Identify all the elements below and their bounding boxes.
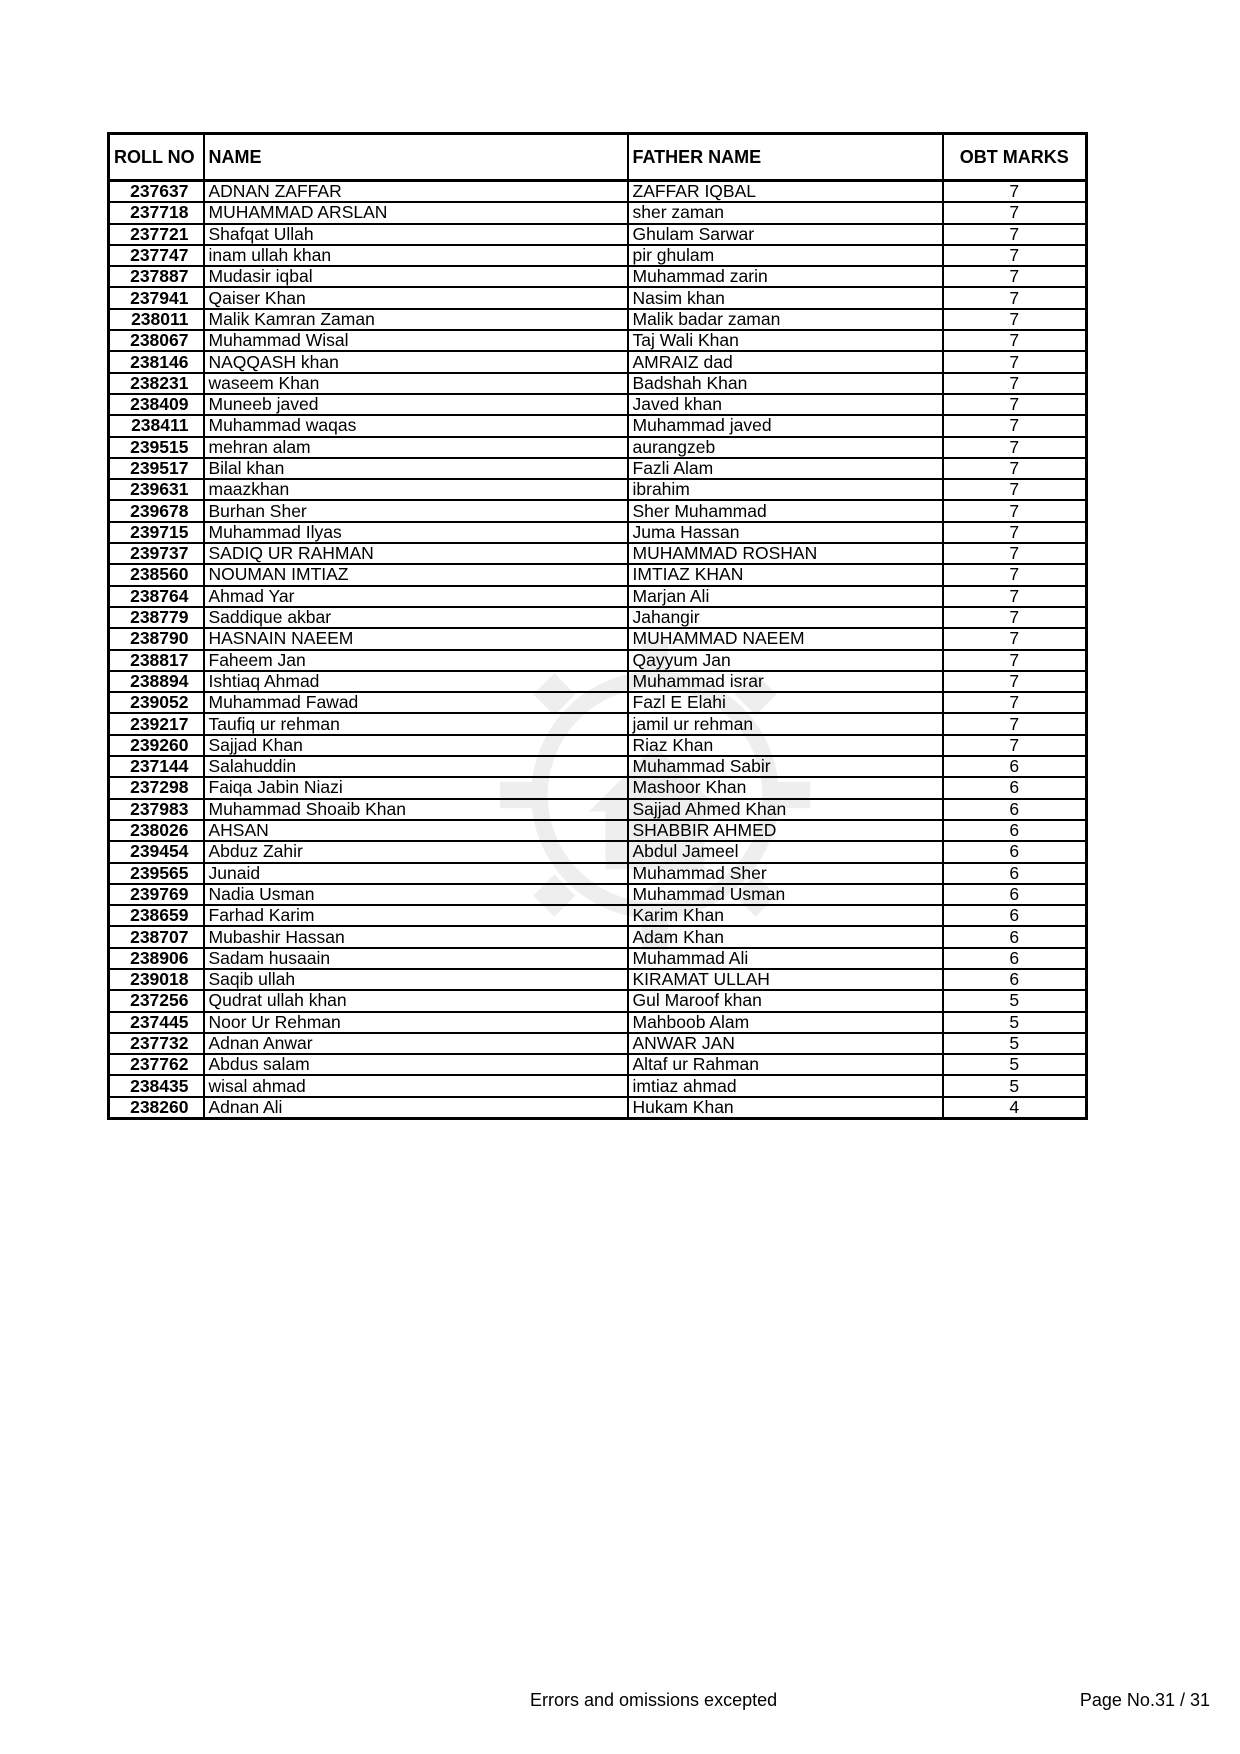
table-row (109, 1012, 1087, 1033)
name-cell: Shafqat Ullah (204, 224, 628, 245)
marks-cell: 6 (943, 884, 1087, 905)
name-cell: SADIQ UR RAHMAN (204, 543, 628, 564)
marks-cell: 7 (943, 266, 1087, 287)
name-cell: Bilal khan (204, 458, 628, 479)
father-name-cell: Muhammad javed (628, 415, 943, 436)
table-row (109, 181, 1087, 203)
name-cell: Muhammad Shoaib Khan (204, 799, 628, 820)
roll-no-cell: 237298 (109, 777, 204, 798)
marks-cell: 7 (943, 394, 1087, 415)
name-cell: HASNAIN NAEEM (204, 628, 628, 649)
father-name-cell: Javed khan (628, 394, 943, 415)
name-cell: Abduz Zahir (204, 841, 628, 862)
marks-cell: 7 (943, 479, 1087, 500)
table-row (109, 692, 1087, 713)
marks-cell: 6 (943, 905, 1087, 926)
name-cell: maazkhan (204, 479, 628, 500)
roll-no-cell: 238026 (109, 820, 204, 841)
name-cell: Muneeb javed (204, 394, 628, 415)
roll-no-cell: 237887 (109, 266, 204, 287)
father-name-cell: Muhammad Sabir (628, 756, 943, 777)
name-cell: Muhammad Wisal (204, 330, 628, 351)
roll-no-cell: 239769 (109, 884, 204, 905)
table-row (109, 1033, 1087, 1054)
roll-no-cell: 237983 (109, 799, 204, 820)
father-name-cell: Malik badar zaman (628, 309, 943, 330)
marks-cell: 6 (943, 777, 1087, 798)
table-row (109, 969, 1087, 990)
marks-cell: 6 (943, 948, 1087, 969)
father-name-cell: Gul Maroof khan (628, 990, 943, 1011)
father-name-cell: aurangzeb (628, 437, 943, 458)
name-cell: Salahuddin (204, 756, 628, 777)
table-row (109, 522, 1087, 543)
name-cell: Adnan Ali (204, 1097, 628, 1119)
roll-no-cell: 239715 (109, 522, 204, 543)
roll-no-cell: 239515 (109, 437, 204, 458)
header-obt-marks: OBT MARKS (943, 134, 1087, 181)
name-cell: Nadia Usman (204, 884, 628, 905)
father-name-cell: Adam Khan (628, 926, 943, 947)
name-cell: Faheem Jan (204, 650, 628, 671)
footer-note: Errors and omissions excepted (530, 1690, 778, 1710)
father-name-cell: Nasim khan (628, 287, 943, 308)
roll-no-cell: 238779 (109, 607, 204, 628)
roll-no-cell: 238659 (109, 905, 204, 926)
roll-no-cell: 239565 (109, 863, 204, 884)
marks-cell: 7 (943, 607, 1087, 628)
name-cell: Burhan Sher (204, 500, 628, 521)
marks-cell: 6 (943, 969, 1087, 990)
name-cell: Abdus salam (204, 1054, 628, 1075)
table-row (109, 500, 1087, 521)
marks-cell: 7 (943, 586, 1087, 607)
table-row (109, 905, 1087, 926)
name-cell: waseem Khan (204, 373, 628, 394)
name-cell: Sadam husaain (204, 948, 628, 969)
table-row (109, 415, 1087, 436)
page-number: Page No.31 / 31 (1079, 1690, 1210, 1710)
table-row (109, 202, 1087, 223)
marks-cell: 7 (943, 564, 1087, 585)
name-cell: Faiqa Jabin Niazi (204, 777, 628, 798)
marks-cell: 5 (943, 1012, 1087, 1033)
table-row (109, 266, 1087, 287)
name-cell: Qudrat ullah khan (204, 990, 628, 1011)
table-row (109, 224, 1087, 245)
table-body (109, 181, 1087, 1119)
father-name-cell: KIRAMAT ULLAH (628, 969, 943, 990)
marks-cell: 7 (943, 224, 1087, 245)
table-row (109, 479, 1087, 500)
father-name-cell: Sajjad Ahmed Khan (628, 799, 943, 820)
marks-cell: 6 (943, 820, 1087, 841)
father-name-cell: Sher Muhammad (628, 500, 943, 521)
father-name-cell: jamil ur rehman (628, 713, 943, 734)
roll-no-cell: 239454 (109, 841, 204, 862)
roll-no-cell: 237732 (109, 1033, 204, 1054)
roll-no-cell: 239052 (109, 692, 204, 713)
marks-cell: 7 (943, 671, 1087, 692)
marks-cell: 5 (943, 1075, 1087, 1096)
table-row (109, 628, 1087, 649)
name-cell: Malik Kamran Zaman (204, 309, 628, 330)
father-name-cell: Abdul Jameel (628, 841, 943, 862)
table-row (109, 309, 1087, 330)
marks-cell: 7 (943, 500, 1087, 521)
table-row (109, 458, 1087, 479)
father-name-cell: Muhammad zarin (628, 266, 943, 287)
marks-cell: 7 (943, 330, 1087, 351)
roll-no-cell: 238817 (109, 650, 204, 671)
roll-no-cell: 238409 (109, 394, 204, 415)
table-row (109, 1075, 1087, 1096)
name-cell: NOUMAN IMTIAZ (204, 564, 628, 585)
table-row (109, 884, 1087, 905)
roll-no-cell: 237144 (109, 756, 204, 777)
name-cell: Noor Ur Rehman (204, 1012, 628, 1033)
table-row (109, 713, 1087, 734)
table-row (109, 351, 1087, 372)
father-name-cell: Fazli Alam (628, 458, 943, 479)
name-cell: Mudasir iqbal (204, 266, 628, 287)
table-row (109, 990, 1087, 1011)
name-cell: MUHAMMAD ARSLAN (204, 202, 628, 223)
table-row (109, 820, 1087, 841)
marks-cell: 7 (943, 245, 1087, 266)
roll-no-cell: 238067 (109, 330, 204, 351)
table-row (109, 287, 1087, 308)
roll-no-cell: 238894 (109, 671, 204, 692)
roll-no-cell: 238435 (109, 1075, 204, 1096)
father-name-cell: ANWAR JAN (628, 1033, 943, 1054)
name-cell: Farhad Karim (204, 905, 628, 926)
marks-cell: 7 (943, 309, 1087, 330)
name-cell: Sajjad Khan (204, 735, 628, 756)
roll-no-cell: 239678 (109, 500, 204, 521)
name-cell: Muhammad Fawad (204, 692, 628, 713)
table-row (109, 948, 1087, 969)
father-name-cell: MUHAMMAD NAEEM (628, 628, 943, 649)
table-row (109, 437, 1087, 458)
table-row (109, 245, 1087, 266)
father-name-cell: Jahangir (628, 607, 943, 628)
father-name-cell: ibrahim (628, 479, 943, 500)
marks-cell: 7 (943, 650, 1087, 671)
marks-cell: 7 (943, 287, 1087, 308)
marks-cell: 5 (943, 990, 1087, 1011)
table-row (109, 1054, 1087, 1075)
father-name-cell: Ghulam Sarwar (628, 224, 943, 245)
table-row (109, 373, 1087, 394)
table-row (109, 735, 1087, 756)
father-name-cell: pir ghulam (628, 245, 943, 266)
marks-cell: 6 (943, 756, 1087, 777)
marks-cell: 5 (943, 1033, 1087, 1054)
roll-no-cell: 239018 (109, 969, 204, 990)
father-name-cell: Altaf ur Rahman (628, 1054, 943, 1075)
father-name-cell: Fazl E Elahi (628, 692, 943, 713)
roll-no-cell: 238011 (109, 309, 204, 330)
marks-cell: 6 (943, 799, 1087, 820)
table-row (109, 607, 1087, 628)
father-name-cell: Qayyum Jan (628, 650, 943, 671)
marks-cell: 7 (943, 351, 1087, 372)
header-roll-no: ROLL NO (109, 134, 204, 181)
father-name-cell: Muhammad Ali (628, 948, 943, 969)
table-row (109, 586, 1087, 607)
father-name-cell: AMRAIZ dad (628, 351, 943, 372)
table-row (109, 841, 1087, 862)
roll-no-cell: 238146 (109, 351, 204, 372)
roll-no-cell: 237718 (109, 202, 204, 223)
header-father-name: FATHER NAME (628, 134, 943, 181)
roll-no-cell: 238560 (109, 564, 204, 585)
father-name-cell: Mashoor Khan (628, 777, 943, 798)
name-cell: AHSAN (204, 820, 628, 841)
roll-no-cell: 237445 (109, 1012, 204, 1033)
name-cell: wisal ahmad (204, 1075, 628, 1096)
roll-no-cell: 239517 (109, 458, 204, 479)
roll-no-cell: 237762 (109, 1054, 204, 1075)
name-cell: Muhammad waqas (204, 415, 628, 436)
father-name-cell: Marjan Ali (628, 586, 943, 607)
father-name-cell: Riaz Khan (628, 735, 943, 756)
name-cell: Saddique akbar (204, 607, 628, 628)
marks-cell: 7 (943, 522, 1087, 543)
roll-no-cell: 238411 (109, 415, 204, 436)
roll-no-cell: 239260 (109, 735, 204, 756)
name-cell: Ishtiaq Ahmad (204, 671, 628, 692)
table-row (109, 671, 1087, 692)
roll-no-cell: 238231 (109, 373, 204, 394)
table-row (109, 330, 1087, 351)
father-name-cell: Muhammad Usman (628, 884, 943, 905)
name-cell: Saqib ullah (204, 969, 628, 990)
table-row (109, 777, 1087, 798)
table-row (109, 926, 1087, 947)
header-name: NAME (204, 134, 628, 181)
marks-cell: 7 (943, 713, 1087, 734)
marks-cell: 7 (943, 415, 1087, 436)
marks-cell: 7 (943, 735, 1087, 756)
father-name-cell: SHABBIR AHMED (628, 820, 943, 841)
father-name-cell: Juma Hassan (628, 522, 943, 543)
father-name-cell: imtiaz ahmad (628, 1075, 943, 1096)
marks-cell: 7 (943, 202, 1087, 223)
father-name-cell: Muhammad israr (628, 671, 943, 692)
table-header-row (109, 134, 1087, 181)
table-row (109, 863, 1087, 884)
marks-cell: 7 (943, 692, 1087, 713)
roll-no-cell: 239631 (109, 479, 204, 500)
roll-no-cell: 239737 (109, 543, 204, 564)
table-row (109, 564, 1087, 585)
roll-no-cell: 238260 (109, 1097, 204, 1119)
table-row (109, 650, 1087, 671)
name-cell: Qaiser Khan (204, 287, 628, 308)
father-name-cell: Mahboob Alam (628, 1012, 943, 1033)
marks-cell: 7 (943, 628, 1087, 649)
marks-cell: 7 (943, 373, 1087, 394)
table-row (109, 756, 1087, 777)
results-table (107, 132, 1088, 1120)
marks-cell: 5 (943, 1054, 1087, 1075)
name-cell: Mubashir Hassan (204, 926, 628, 947)
name-cell: mehran alam (204, 437, 628, 458)
father-name-cell: IMTIAZ KHAN (628, 564, 943, 585)
name-cell: ADNAN ZAFFAR (204, 181, 628, 203)
father-name-cell: ZAFFAR IQBAL (628, 181, 943, 203)
marks-cell: 7 (943, 437, 1087, 458)
name-cell: inam ullah khan (204, 245, 628, 266)
marks-cell: 6 (943, 926, 1087, 947)
name-cell: Adnan Anwar (204, 1033, 628, 1054)
marks-cell: 7 (943, 181, 1087, 203)
roll-no-cell: 238790 (109, 628, 204, 649)
roll-no-cell: 237637 (109, 181, 204, 203)
marks-cell: 7 (943, 458, 1087, 479)
father-name-cell: Hukam Khan (628, 1097, 943, 1119)
roll-no-cell: 238906 (109, 948, 204, 969)
name-cell: Junaid (204, 863, 628, 884)
table-row (109, 394, 1087, 415)
name-cell: Taufiq ur rehman (204, 713, 628, 734)
father-name-cell: sher zaman (628, 202, 943, 223)
marks-cell: 4 (943, 1097, 1087, 1119)
roll-no-cell: 238764 (109, 586, 204, 607)
name-cell: NAQQASH khan (204, 351, 628, 372)
father-name-cell: Badshah Khan (628, 373, 943, 394)
roll-no-cell: 239217 (109, 713, 204, 734)
father-name-cell: Muhammad Sher (628, 863, 943, 884)
name-cell: Ahmad Yar (204, 586, 628, 607)
father-name-cell: Taj Wali Khan (628, 330, 943, 351)
roll-no-cell: 237941 (109, 287, 204, 308)
roll-no-cell: 237256 (109, 990, 204, 1011)
table-row (109, 543, 1087, 564)
roll-no-cell: 237747 (109, 245, 204, 266)
marks-cell: 6 (943, 863, 1087, 884)
marks-cell: 6 (943, 841, 1087, 862)
table-row (109, 799, 1087, 820)
roll-no-cell: 238707 (109, 926, 204, 947)
name-cell: Muhammad Ilyas (204, 522, 628, 543)
father-name-cell: Karim Khan (628, 905, 943, 926)
roll-no-cell: 237721 (109, 224, 204, 245)
father-name-cell: MUHAMMAD ROSHAN (628, 543, 943, 564)
marks-cell: 7 (943, 543, 1087, 564)
table-row (109, 1097, 1087, 1119)
